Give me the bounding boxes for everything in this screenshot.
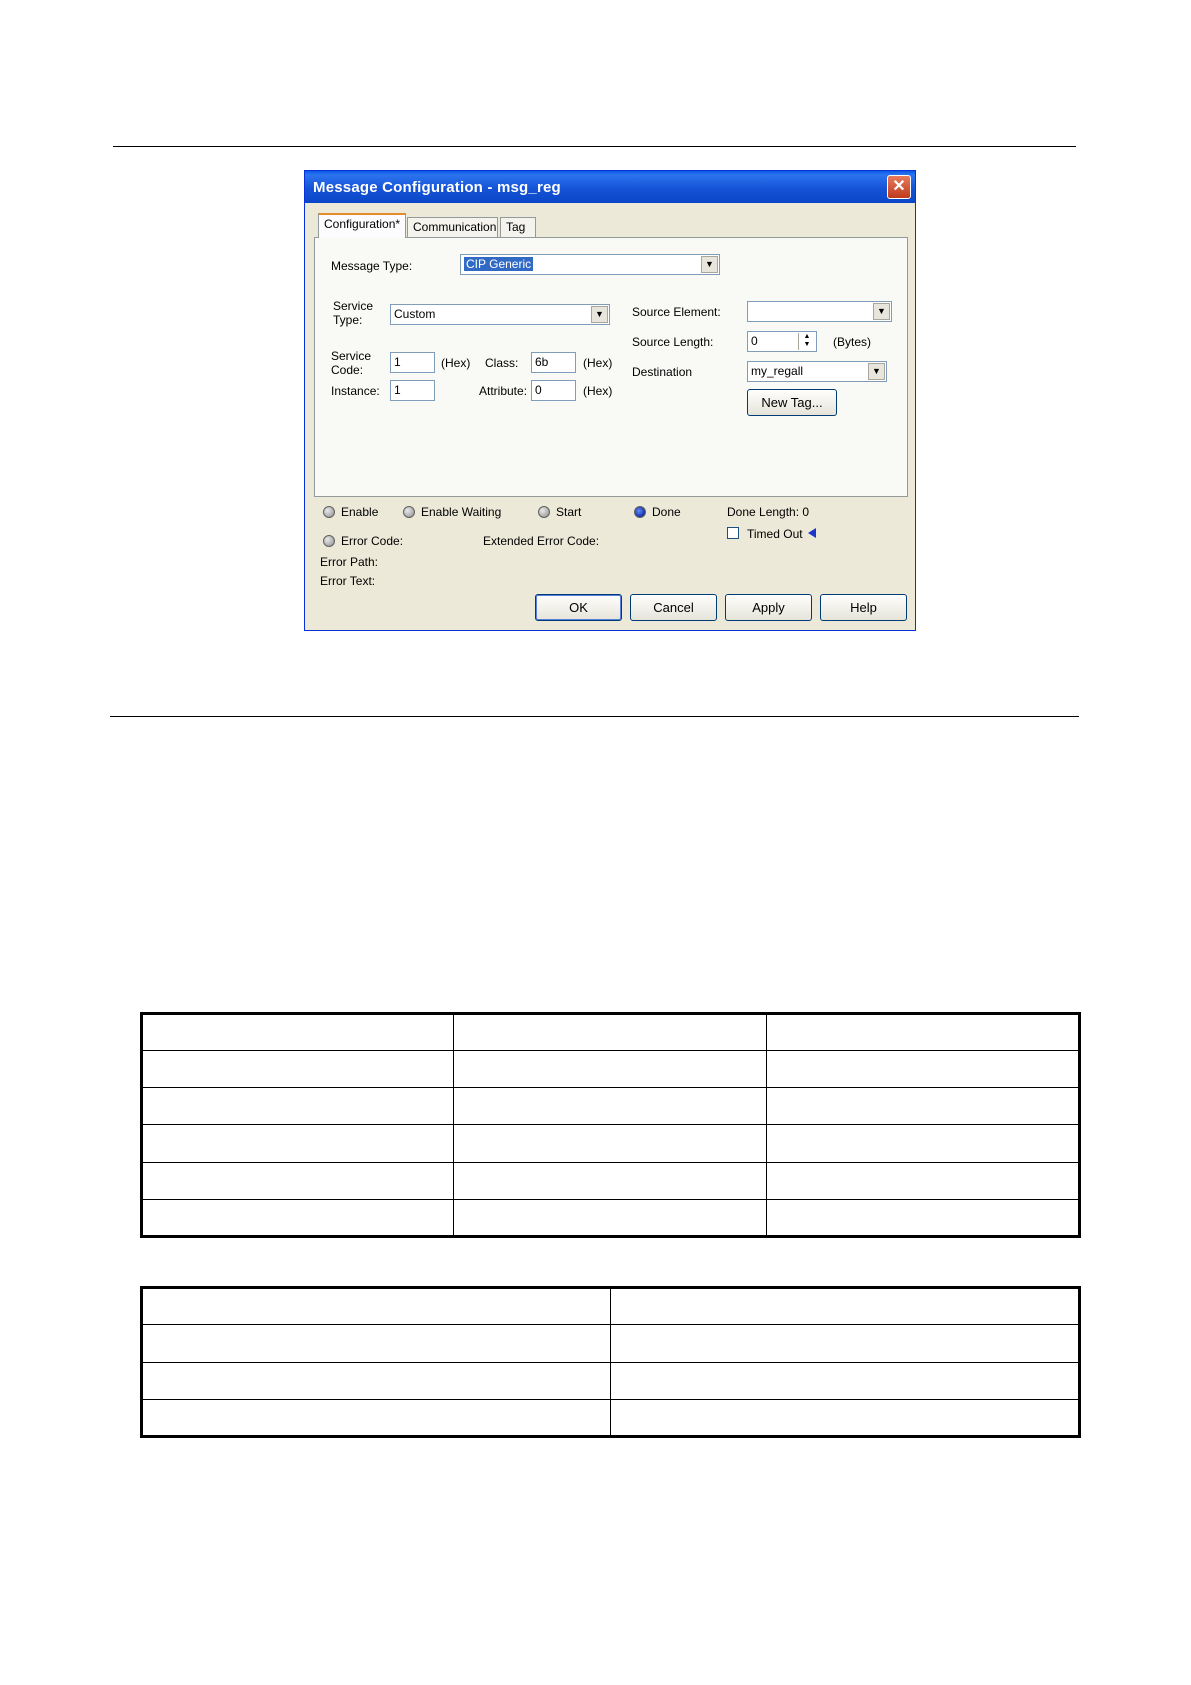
chevron-down-icon[interactable]: ▼ xyxy=(873,303,890,320)
table-cell xyxy=(454,1199,767,1236)
table-cell xyxy=(454,1051,767,1088)
new-tag-button[interactable]: New Tag... xyxy=(747,389,837,416)
start-label: Start xyxy=(556,505,582,519)
empty-table-2 xyxy=(140,1286,1081,1438)
done-label: Done xyxy=(652,505,681,519)
attribute-hex-label: (Hex) xyxy=(583,384,613,398)
table-cell xyxy=(454,1088,767,1125)
service-type-label: Service Type: xyxy=(333,299,374,327)
table-cell xyxy=(611,1325,1080,1362)
table-cell xyxy=(142,1362,611,1399)
source-element-label: Source Element: xyxy=(632,305,721,319)
source-element-select[interactable] xyxy=(747,301,892,322)
message-configuration-dialog xyxy=(304,170,916,631)
table-cell xyxy=(142,1288,611,1325)
table-cell xyxy=(142,1014,454,1051)
destination-select[interactable] xyxy=(747,361,887,382)
window-title: Message Configuration - msg_reg xyxy=(313,179,561,196)
table-cell xyxy=(611,1399,1080,1436)
enable-waiting-label: Enable Waiting xyxy=(421,505,502,519)
table-cell xyxy=(454,1014,767,1051)
source-length-value: 0 xyxy=(751,334,758,348)
top-rule xyxy=(113,146,1076,147)
table-row xyxy=(142,1088,1080,1125)
message-type-label: Message Type: xyxy=(331,259,413,273)
instance-input[interactable]: 1 xyxy=(390,380,435,401)
table-cell xyxy=(142,1125,454,1162)
table-cell xyxy=(767,1014,1080,1051)
message-type-select[interactable] xyxy=(460,254,720,275)
error-text-label: Error Text: xyxy=(320,574,376,588)
table-row xyxy=(142,1199,1080,1236)
timed-out-checkbox[interactable] xyxy=(727,527,739,539)
table-cell xyxy=(142,1088,454,1125)
table-cell xyxy=(454,1125,767,1162)
attribute-input[interactable]: 0 xyxy=(531,380,576,401)
table-cell xyxy=(767,1199,1080,1236)
table-cell xyxy=(142,1199,454,1236)
done-indicator xyxy=(634,506,646,518)
class-hex-label: (Hex) xyxy=(583,356,613,370)
bytes-label: (Bytes) xyxy=(833,335,872,349)
table-row xyxy=(142,1125,1080,1162)
chevron-down-icon[interactable]: ▼ xyxy=(591,306,608,323)
error-code-indicator xyxy=(323,535,335,547)
table-cell xyxy=(611,1288,1080,1325)
table-cell xyxy=(142,1399,611,1436)
close-icon[interactable]: ✕ xyxy=(887,175,911,199)
enable-label: Enable xyxy=(341,505,379,519)
section-rule xyxy=(110,716,1079,717)
table-cell xyxy=(142,1162,454,1199)
apply-button[interactable]: Apply xyxy=(725,594,812,621)
destination-label: Destination xyxy=(632,365,693,379)
done-length-label: Done Length: 0 xyxy=(727,505,810,519)
timed-out-label: Timed Out xyxy=(747,527,803,541)
table-cell xyxy=(767,1051,1080,1088)
chevron-down-icon[interactable]: ▼ xyxy=(701,256,718,273)
service-code-label: Service Code: xyxy=(331,349,372,377)
error-code-label: Error Code: xyxy=(341,534,404,548)
tab-communication[interactable]: Communication xyxy=(407,217,498,237)
table-row xyxy=(142,1399,1080,1436)
table-row xyxy=(142,1162,1080,1199)
source-length-input[interactable] xyxy=(747,331,817,352)
class-input[interactable]: 6b xyxy=(531,352,576,373)
extended-error-code-label: Extended Error Code: xyxy=(483,534,600,548)
ok-button[interactable]: OK xyxy=(535,594,622,621)
table-cell xyxy=(142,1051,454,1088)
configuration-panel xyxy=(314,237,908,497)
cancel-button[interactable]: Cancel xyxy=(630,594,717,621)
service-code-hex-label: (Hex) xyxy=(441,356,471,370)
title-bar[interactable] xyxy=(305,171,915,203)
table-row xyxy=(142,1288,1080,1325)
empty-table-1 xyxy=(140,1012,1081,1238)
service-type-value: Custom xyxy=(394,307,436,321)
help-button[interactable]: Help xyxy=(820,594,907,621)
destination-value: my_regall xyxy=(751,364,804,378)
table-row xyxy=(142,1051,1080,1088)
start-indicator xyxy=(538,506,550,518)
attribute-label: Attribute: xyxy=(479,384,528,398)
instance-label: Instance: xyxy=(331,384,380,398)
chevron-down-icon[interactable]: ▼ xyxy=(868,363,885,380)
enable-waiting-indicator xyxy=(403,506,415,518)
table-cell xyxy=(611,1362,1080,1399)
table-cell xyxy=(767,1088,1080,1125)
table-cell xyxy=(767,1162,1080,1199)
tab-tag[interactable]: Tag xyxy=(500,217,536,237)
table-row xyxy=(142,1014,1080,1051)
table-row xyxy=(142,1362,1080,1399)
spinner-icon[interactable]: ▲ ▼ xyxy=(798,333,815,350)
service-type-select[interactable] xyxy=(390,304,610,325)
tab-configuration[interactable]: Configuration* xyxy=(318,213,406,238)
table-row xyxy=(142,1325,1080,1362)
table-cell xyxy=(454,1162,767,1199)
table-cell xyxy=(142,1325,611,1362)
service-code-input[interactable]: 1 xyxy=(390,352,435,373)
message-type-value: CIP Generic xyxy=(466,257,532,271)
enable-indicator xyxy=(323,506,335,518)
class-label: Class: xyxy=(485,356,519,370)
table-cell xyxy=(767,1125,1080,1162)
arrow-left-icon xyxy=(808,528,816,538)
error-path-label: Error Path: xyxy=(320,555,379,569)
source-length-label: Source Length: xyxy=(632,335,714,349)
